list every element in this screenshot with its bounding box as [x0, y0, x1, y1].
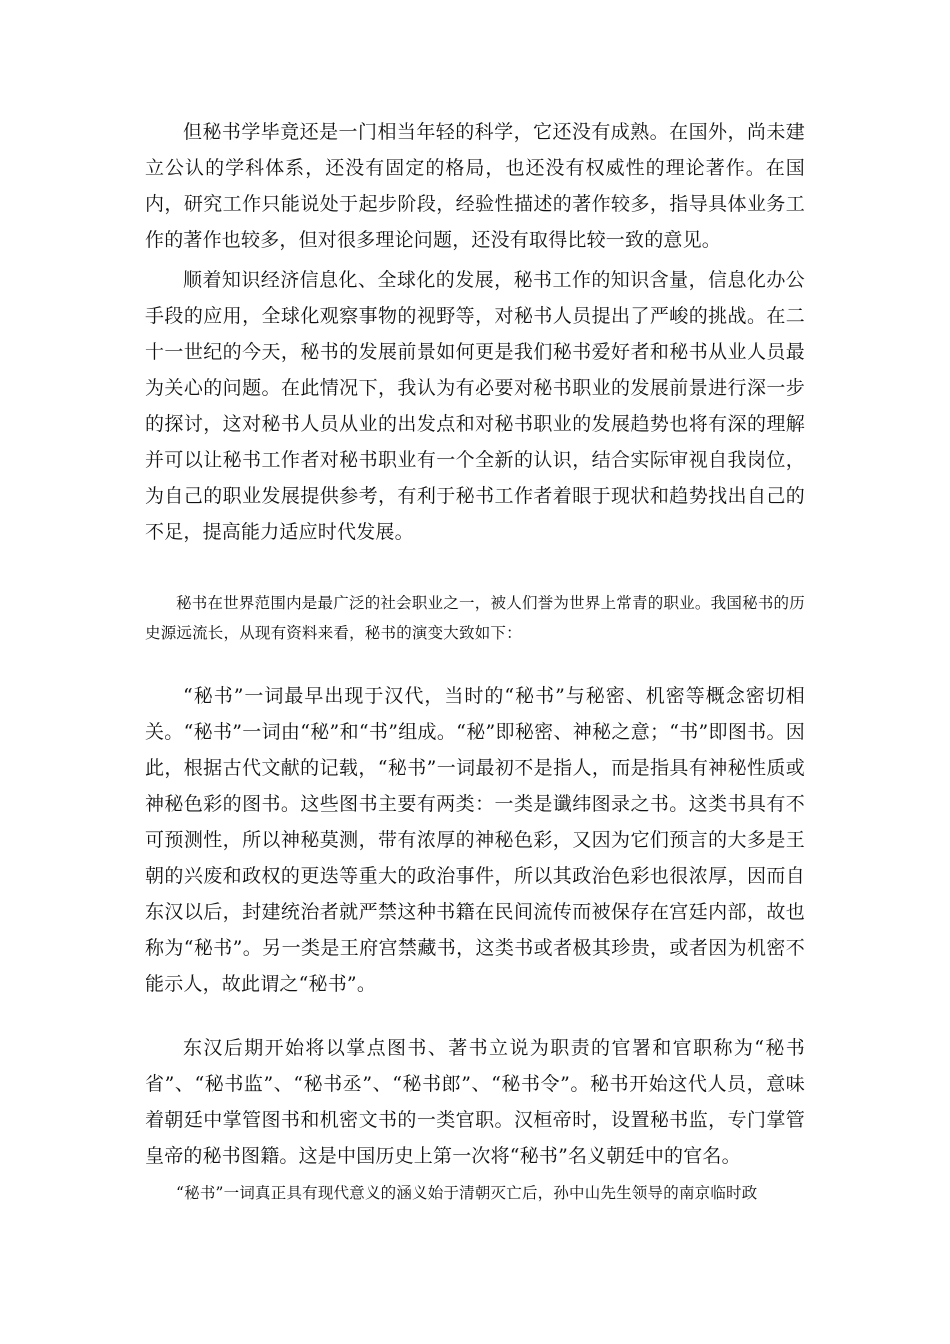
paragraph-han-dynasty-origin: “秘书”一词最早出现于汉代，当时的“秘书”与秘密、机密等概念密切相关。“秘书”一词由“秘”和“书”组成。“秘”即秘密、神秘之意；“书”即图书。因此，根据古代文献的记载，“秘书”一词最初不是指人，而是指具有神秘性质或神秘色彩的图书。这些图书主要有两类：一类是谶纬图录之书。这类书具有不可预测性，所以神秘莫测，带有浓厚的神秘色彩，又因为它们预言的大多是王朝的兴废和政权的更迭等重大的政治事件，所以其政治色彩也很浓厚，因而自东汉以后，封建统治者就严禁这种书籍在民间流传而被保存在宫廷内部，故也称为“秘书”。另一类是王府宫禁藏书，这类书或者极其珍贵，或者因为机密不能示人，故此谓之“秘书”。: [145, 685, 805, 995]
paragraph-eastern-han-officials: 东汉后期开始将以掌点图书、著书立说为职责的官署和官职称为“秘书省”、“秘书监”、“秘书丞”、“秘书郎”、“秘书令”。秘书开始这代人员，意味着朝廷中掌管图书和机密文书的一类官职。汉桓帝时，设置秘书监，专门掌管皇帝的秘书图籍。这是中国历史上第一次将“秘书”名义朝廷中的官名。: [145, 1037, 805, 1167]
paragraph-knowledge-economy-challenge: 顺着知识经济信息化、全球化的发展，秘书工作的知识含量，信息化办公手段的应用，全球化观察事物的视野等，对秘书人员提出了严峻的挑战。在二十一世纪的今天，秘书的发展前景如何更是我们秘书爱好者和秘书从业人员最为关心的问题。在此情况下，我认为有必要对秘书职业的发展前景进行深一步的探讨，这对秘书人员从业的出发点和对秘书职业的发展趋势也将有深的理解并可以让秘书工作者对秘书职业有一个全新的认识，结合实际审视自我岗位，为自己的职业发展提供参考，有利于秘书工作者着眼于现状和趋势找出自己的不足，提高能力适应时代发展。: [145, 269, 805, 543]
paragraph-modern-meaning: “秘书”一词真正具有现代意义的涵义始于清朝灭亡后，孙中山先生领导的南京临时政: [176, 1184, 758, 1202]
paragraph-secretary-profession-history: 秘书在世界范围内是最广泛的社会职业之一，被人们誉为世界上常青的职业。我国秘书的历史源远流长，从现有资料来看，秘书的演变大致如下：: [145, 594, 805, 642]
paragraph-secretarial-science-immature: 但秘书学毕竟还是一门相当年轻的科学，它还没有成熟。在国外，尚未建立公认的学科体系，还没有固定的格局，也还没有权威性的理论著作。在国内，研究工作只能说处于起步阶段，经验性描述的著作较多，指导具体业务工作的著作也较多，但对很多理论问题，还没有取得比较一致的意见。: [145, 121, 805, 251]
